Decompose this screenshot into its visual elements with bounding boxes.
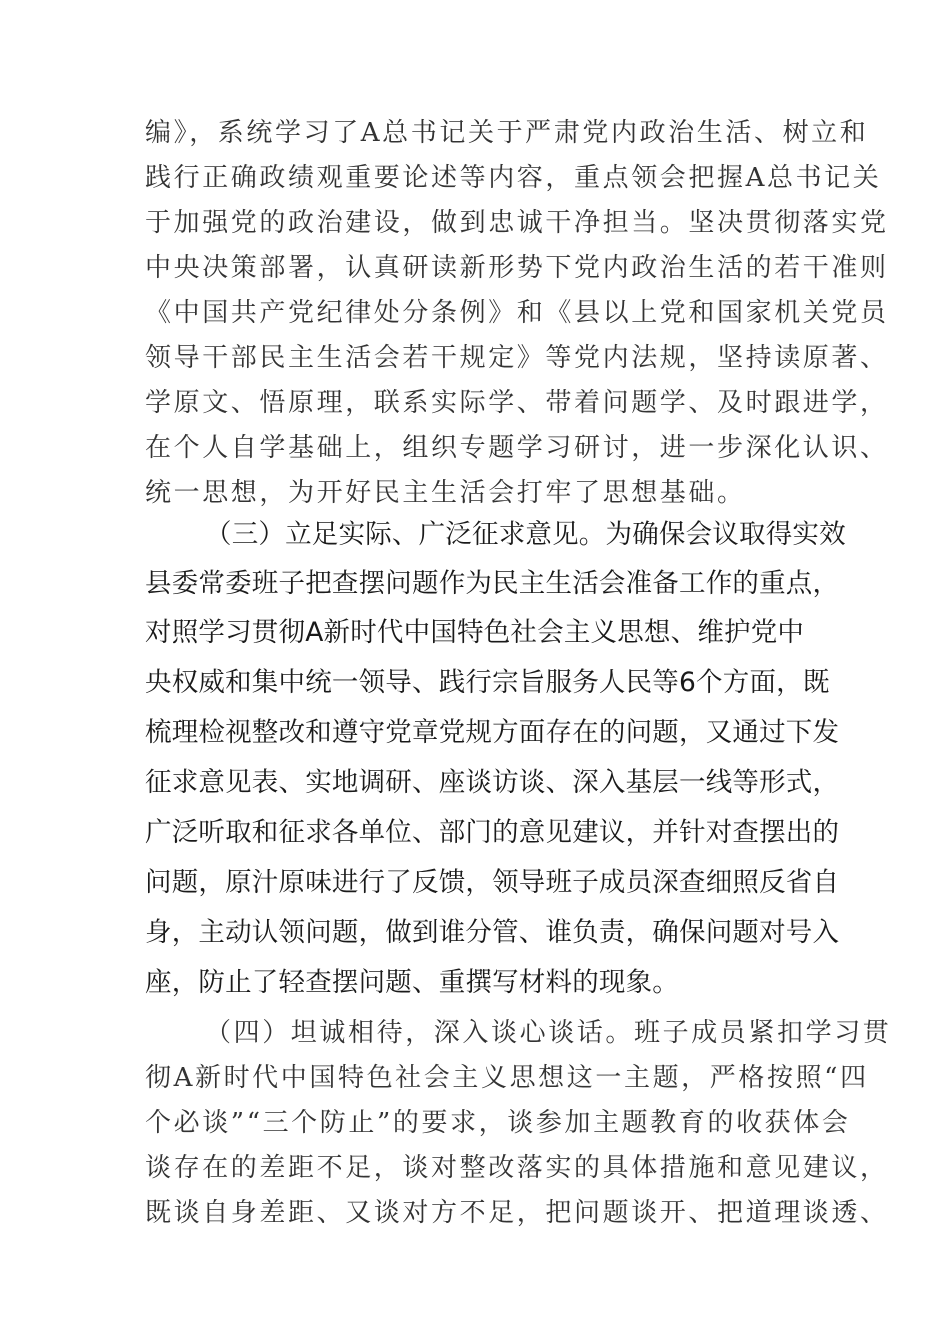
text-line: 身，主动认领问题，做到谁分管、谁负责，确保问题对号入 xyxy=(145,917,840,948)
text-line: 对照学习贯彻A新时代中国特色社会主义思想、维护党中 xyxy=(145,617,805,648)
text-line: 央权威和集中统一领导、践行宗旨服务人民等6个方面，既 xyxy=(145,667,830,698)
section-heading-line: （三）立足实际、广泛征求意见。为确保会议取得实效 xyxy=(205,519,846,550)
text-line: 梳理检视整改和遵守党章党规方面存在的问题，又通过下发 xyxy=(145,717,840,748)
text-line: 征求意见表、实地调研、座谈访谈、深入基层一线等形式， xyxy=(145,767,840,798)
text-line: 编》，系统学习了A总书记关于严肃党内政治生活、树立和 xyxy=(145,118,869,148)
text-line: 县委常委班子把查摆问题作为民主生活会准备工作的重点， xyxy=(145,568,840,599)
text-line: 学原文、悟原理，联系实际学、带着问题学、及时跟进学， xyxy=(145,388,889,418)
text-line: 座，防止了轻查摆问题、重撰写材料的现象。 xyxy=(145,967,679,998)
text-line: 问题，原汁原味进行了反馈，领导班子成员深查细照反省自 xyxy=(145,867,840,898)
text-line: 个必谈”“三个防止”的要求，谈参加主题教育的收获体会 xyxy=(145,1108,851,1138)
text-line: 彻A新时代中国特色社会主义思想这一主题，严格按照“四 xyxy=(145,1063,869,1093)
section-heading-line: （四）坦诚相待，深入谈心谈话。班子成员紧扣学习贯 xyxy=(205,1018,892,1048)
text-line: 领导干部民主生活会若干规定》等党内法规，坚持读原著、 xyxy=(145,343,889,373)
text-line: 既谈自身差距、又谈对方不足，把问题谈开、把道理谈透、 xyxy=(145,1198,889,1228)
text-line: 统一思想，为开好民主生活会打牢了思想基础。 xyxy=(145,478,746,508)
text-line: 于加强党的政治建设，做到忠诚干净担当。坚决贯彻落实党 xyxy=(145,208,889,238)
text-line: 《中国共产党纪律处分条例》和《县以上党和国家机关党员 xyxy=(145,298,889,328)
text-line: 在个人自学基础上，组织专题学习研讨，进一步深化认识、 xyxy=(145,433,889,463)
text-line: 中央决策部署，认真研读新形势下党内政治生活的若干准则 xyxy=(145,253,889,283)
text-line: 践行正确政绩观重要论述等内容，重点领会把握A总书记关 xyxy=(145,163,882,193)
text-line: 广泛听取和征求各单位、部门的意见建议，并针对查摆出的 xyxy=(145,817,840,848)
text-line: 谈存在的差距不足，谈对整改落实的具体措施和意见建议， xyxy=(145,1153,889,1183)
